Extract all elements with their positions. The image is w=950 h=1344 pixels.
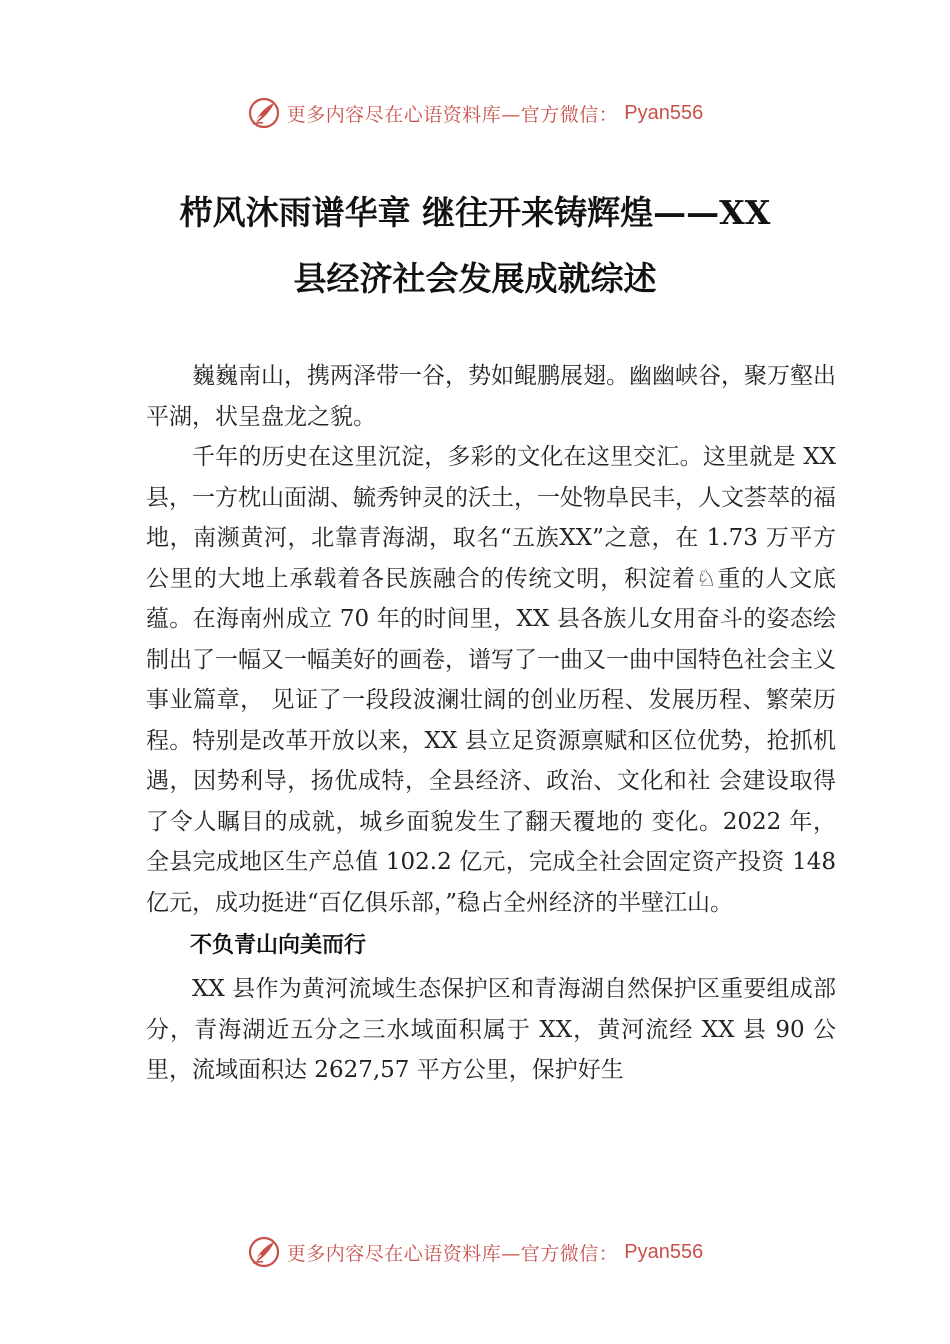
section-heading: 不负青山向美而行 bbox=[190, 933, 367, 958]
watermark-text: 更多内容尽在心语资料库—官方微信： bbox=[286, 1242, 619, 1265]
quill-pen-logo-icon bbox=[247, 1235, 281, 1269]
paragraph-intro: 巍巍南山，携两泽带一谷，势如鲲鹏展翅。幽幽峡谷，聚万壑出平湖，状呈盘龙之貌。 bbox=[146, 363, 836, 430]
watermark-footer bbox=[0, 1232, 950, 1272]
watermark-id: Pyan556 bbox=[624, 101, 704, 124]
document-body bbox=[146, 356, 836, 1091]
paragraph-section: XX 县作为黄河流域生态保护区和青海湖自然保护区重要组成部分，青海湖近五分之三水域面积属于 XX，黄河流经 XX 县 90 公里，流域面积达 2627,57 平方公里，保护好生 bbox=[146, 976, 836, 1083]
watermark-id: Pyan556 bbox=[624, 1240, 704, 1263]
paragraph-history: 千年的历史在这里沉淀，多彩的文化在这里交汇。这里就是 XX 县，一方枕山面湖、毓秀钟灵的沃土，一处物阜民丰，人文荟萃的福地，南濒黄河，北靠青海湖，取名“五族XX”之意，在 1.73 万平方公里的大地上承载着各民族融合的传统文明，积淀着♘重的人文底蕴。在海南州成立 70 年的时间里，XX 县各族儿女用奋斗的姿态绘制出了一幅又一幅美好的画卷，谱写了一曲又一曲中国特色社会主义事业篇章， 见证了一段段波澜壮阔的创业历程、发展历程、繁荣历程。特别是改革开放以来，XX 县立足资源禀赋和区位优势，抢抓机遇，因势利导，扬优成特，全县经济、政治、文化和社 会建设取得了令人瞩目的成就，城乡面貌发生了翻天覆地的 变化。2022 年，全县完成地区生产总值 102.2 亿元，完成全社会固定资产投资 148 亿元，成功挺进“百亿俱乐部，”稳占全州经济的半壁江山。 bbox=[146, 444, 836, 916]
watermark-header bbox=[0, 93, 950, 133]
document-title-line1: 栉风沐雨谱华章 继往开来铸辉煌——XX bbox=[179, 193, 771, 232]
quill-pen-logo-icon bbox=[247, 96, 281, 130]
document-title-line2: 县经济社会发展成就综述 bbox=[293, 259, 657, 298]
watermark-text: 更多内容尽在心语资料库—官方微信： bbox=[286, 103, 619, 126]
